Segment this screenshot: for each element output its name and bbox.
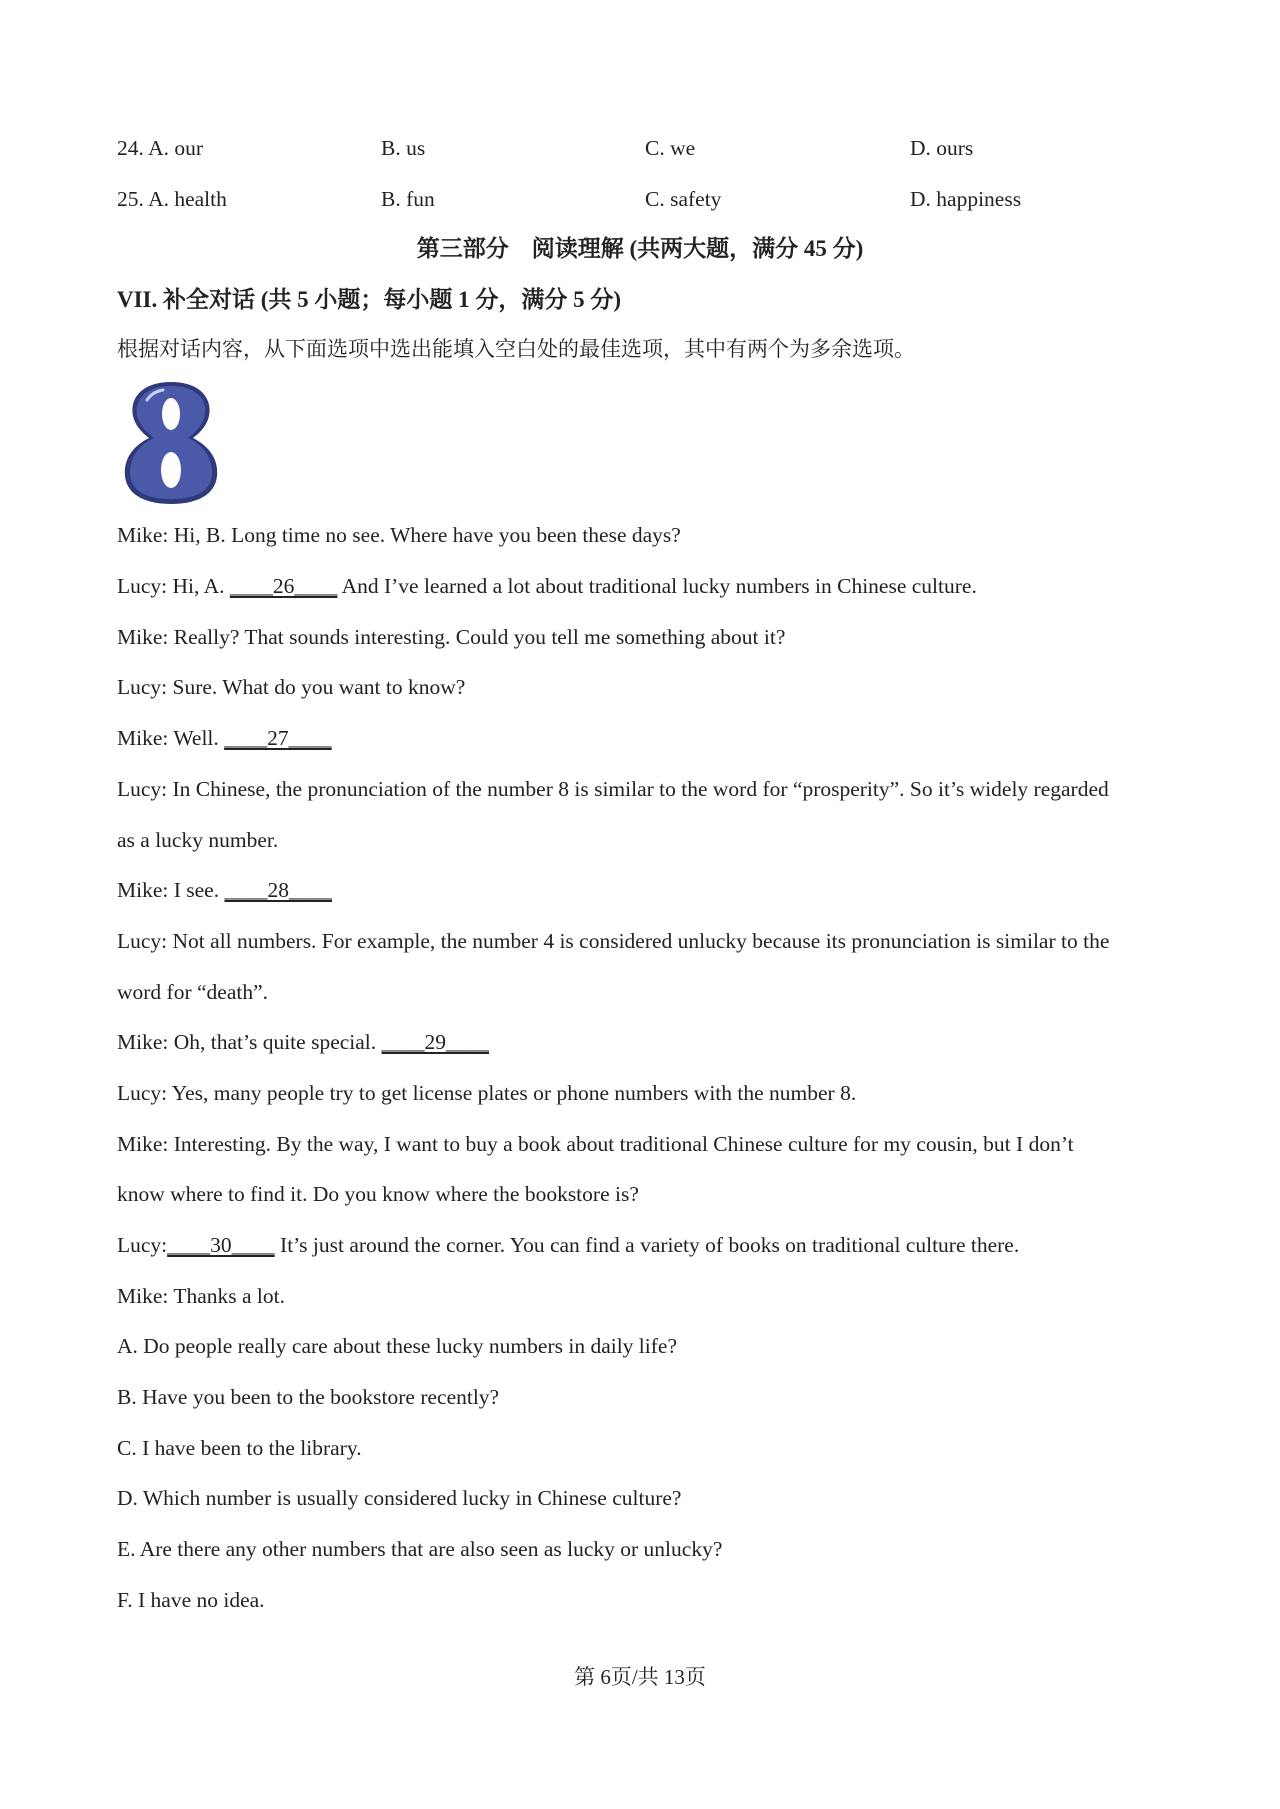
dialogue-line-7-text: Mike: I see.	[117, 878, 225, 902]
dialogue-line-11a: Mike: Interesting. By the way, I want to buy a book about traditional Chinese culture for my cousin, but I don’t	[117, 1132, 1074, 1156]
option-row-24	[117, 133, 1177, 163]
dialogue-line-3: Mike: Really? That sounds interesting. Could you tell me something about it?	[117, 625, 786, 649]
blank-27: ____27____	[224, 726, 332, 750]
dialogue-line-2-text: Lucy: Hi, A.	[117, 574, 230, 598]
dialogue-line-6b: as a lucky number.	[117, 828, 279, 852]
dialogue-line-12	[117, 1230, 1019, 1260]
choice-f: F. I have no idea.	[117, 1588, 265, 1612]
dialogue-line-11b: know where to find it. Do you know where the bookstore is?	[117, 1182, 639, 1206]
dialogue-line-12-rest: It’s just around the corner. You can find a variety of books on traditional culture there.	[274, 1233, 1020, 1257]
section-title: VII. 补全对话 (共 5 小题；每小题 1 分，满分 5 分)	[117, 287, 622, 312]
option-25-a: 25. A. health	[117, 187, 227, 211]
dialogue-line-8a: Lucy: Not all numbers. For example, the number 4 is considered unlucky because its pronunciation is similar to the	[117, 929, 1110, 953]
choice-b: B. Have you been to the bookstore recently?	[117, 1385, 500, 1409]
dialogue-line-9-text: Mike: Oh, that’s quite special.	[117, 1030, 382, 1054]
part-title: 第三部分 阅读理解 (共两大题，满分 45 分)	[416, 236, 864, 261]
number-eight-graphic	[117, 378, 225, 506]
option-25-d: D. happiness	[910, 187, 1022, 211]
choice-d: D. Which number is usually considered lucky in Chinese culture?	[117, 1486, 682, 1510]
option-24-b: B. us	[381, 136, 426, 160]
choice-c: C. I have been to the library.	[117, 1436, 362, 1460]
dialogue-line-13: Mike: Thanks a lot.	[117, 1284, 286, 1308]
dialogue-line-8b: word for “death”.	[117, 980, 269, 1004]
dialogue-line-5-text: Mike: Well.	[117, 726, 225, 750]
blank-29: ____29____	[381, 1030, 490, 1054]
blank-26: ____26____	[229, 574, 338, 598]
eight-hole-bottom	[161, 452, 181, 488]
option-24-d: D. ours	[910, 136, 974, 160]
choice-e: E. Are there any other numbers that are also seen as lucky or unlucky?	[117, 1537, 723, 1561]
page-footer: 第 6页/共 13页	[574, 1665, 706, 1689]
option-row-25	[117, 184, 1177, 214]
dialogue-line-12-text: Lucy:	[117, 1233, 168, 1257]
option-24-c: C. we	[645, 136, 696, 160]
blank-30: ____30____	[167, 1233, 275, 1257]
dialogue-line-2-rest: And I’ve learned a lot about traditional lucky numbers in Chinese culture.	[337, 574, 977, 598]
dialogue-line-2	[117, 571, 977, 601]
option-24-a: 24. A. our	[117, 136, 203, 160]
dialogue-line-5	[117, 723, 332, 753]
option-25-b: B. fun	[381, 187, 435, 211]
dialogue-line-4: Lucy: Sure. What do you want to know?	[117, 675, 466, 699]
dialogue-line-10: Lucy: Yes, many people try to get license plates or phone numbers with the number 8.	[117, 1081, 857, 1105]
eight-hole-top	[162, 398, 180, 430]
dialogue-line-6a: Lucy: In Chinese, the pronunciation of the number 8 is similar to the word for “prosperity”. So it’s widely regarded	[117, 777, 1109, 801]
dialogue-line-9	[117, 1027, 489, 1057]
option-25-c: C. safety	[645, 187, 722, 211]
dialogue-line-7	[117, 875, 332, 905]
choice-a: A. Do people really care about these lucky numbers in daily life?	[117, 1334, 677, 1358]
blank-28: ____28____	[224, 878, 332, 902]
dialogue-line-1: Mike: Hi, B. Long time no see. Where have you been these days?	[117, 523, 681, 547]
eight-label: 8	[117, 378, 118, 379]
instruction: 根据对话内容，从下面选项中选出能填入空白处的最佳选项，其中有两个为多余选项。	[117, 337, 915, 361]
